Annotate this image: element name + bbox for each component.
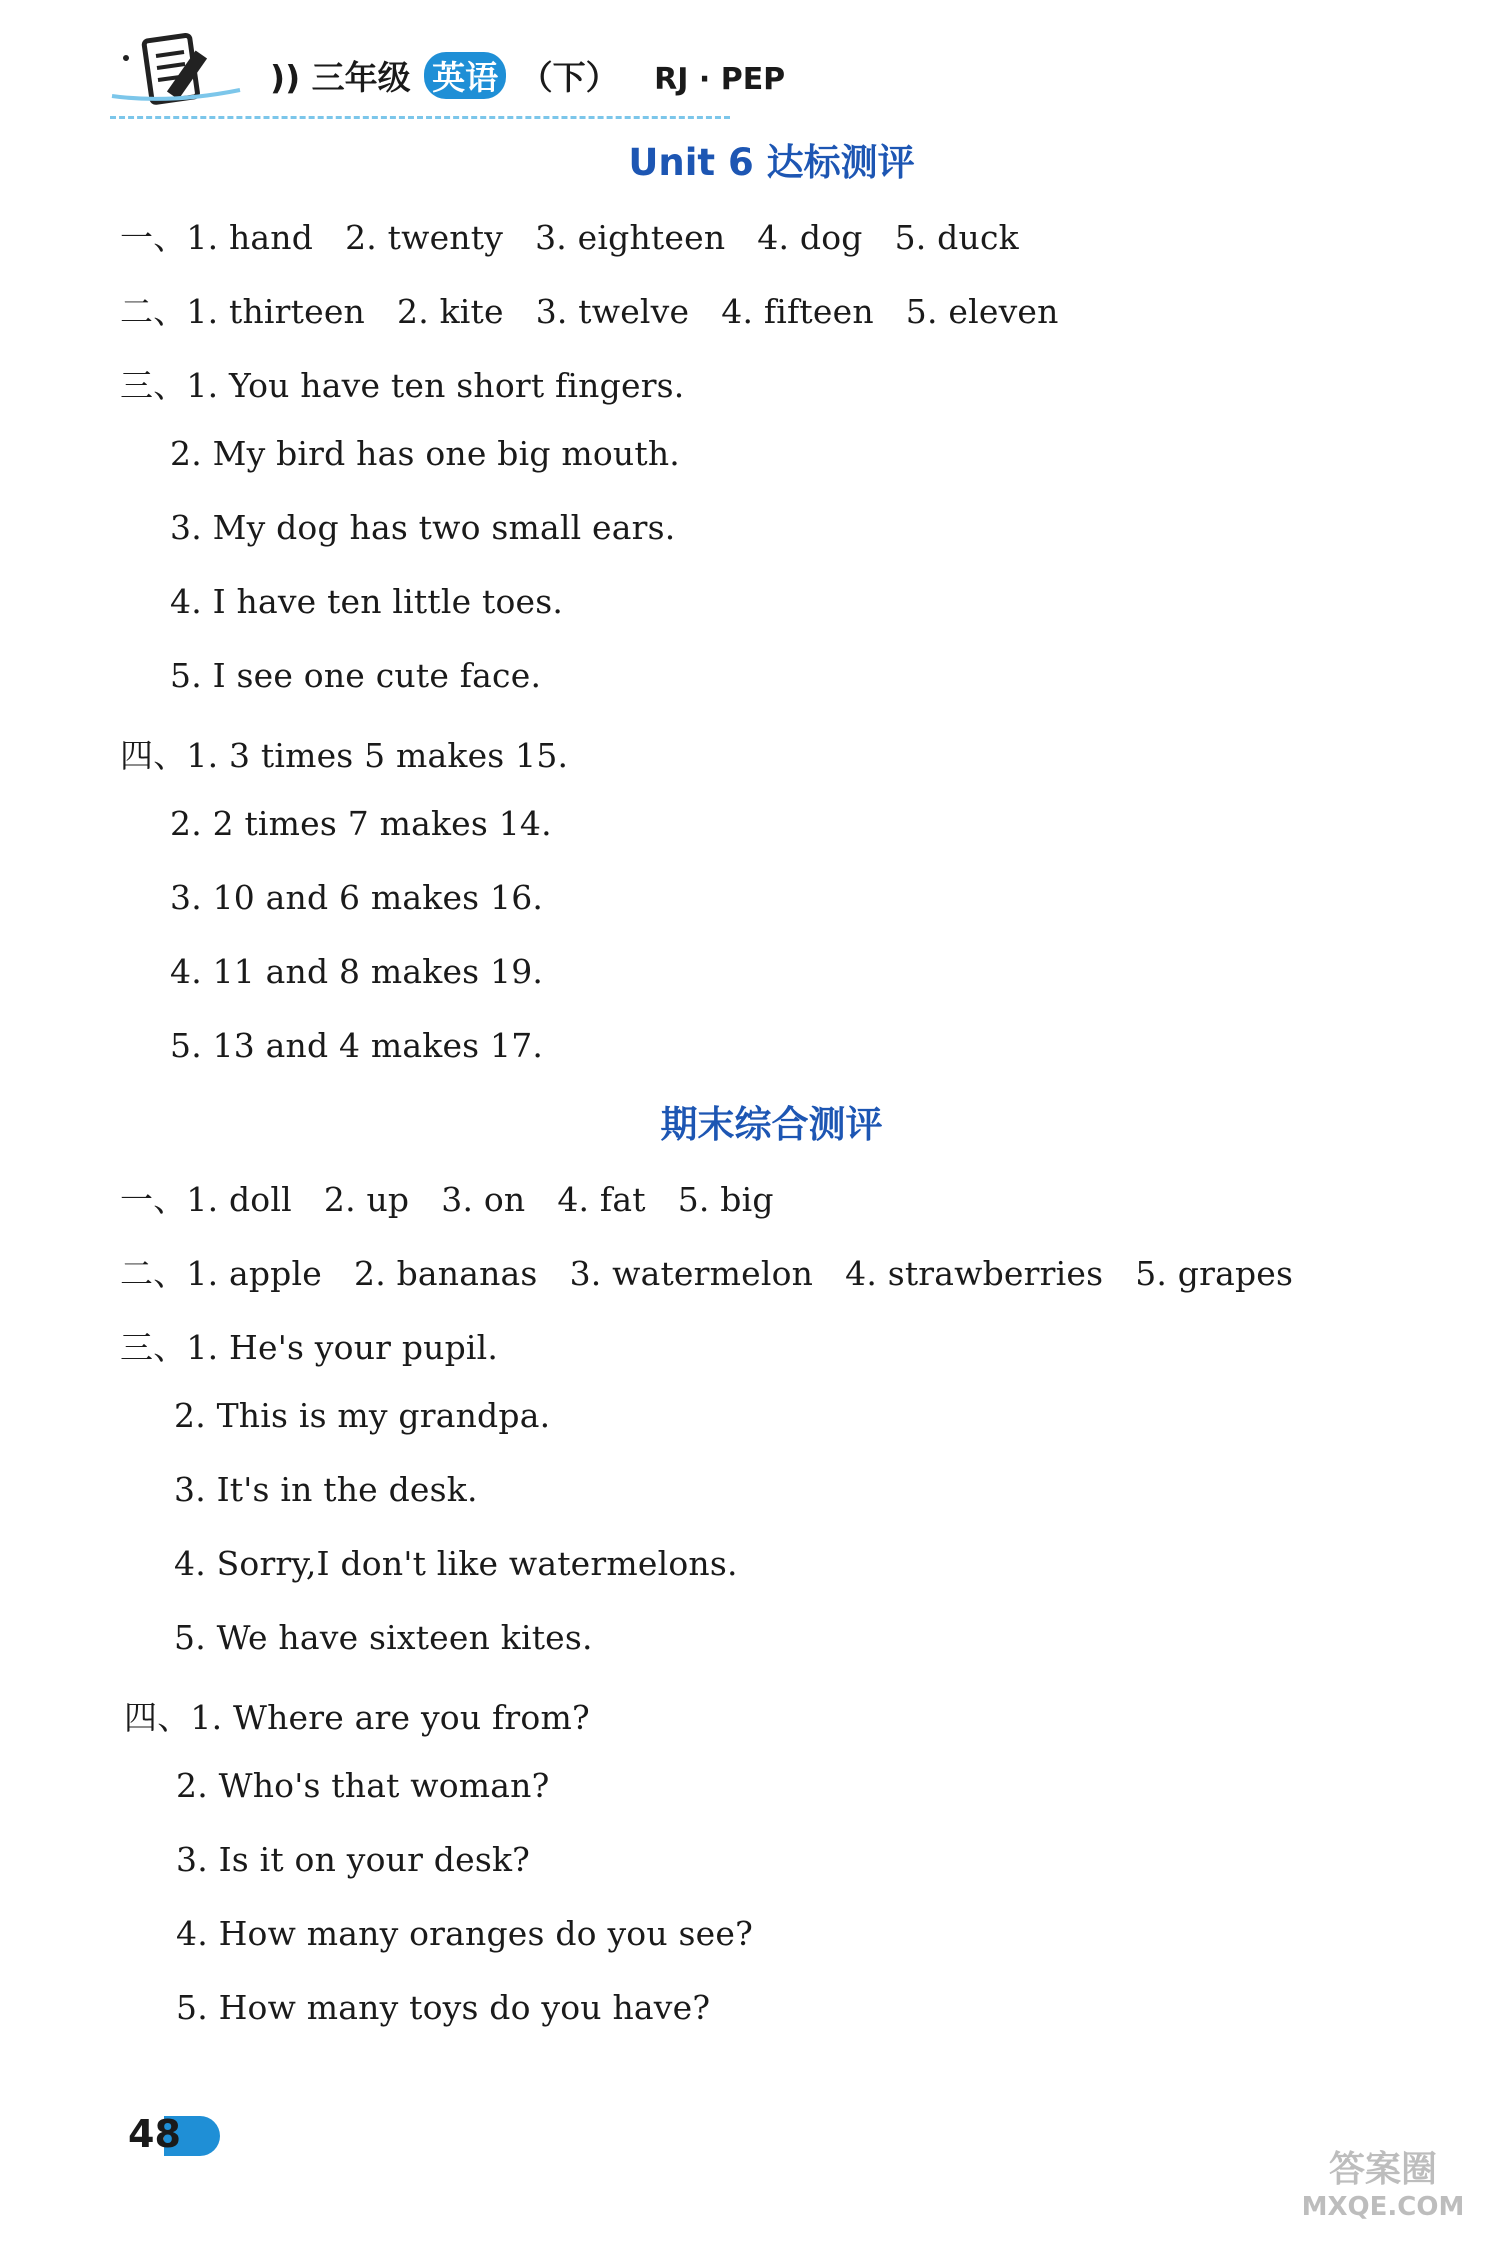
part-label: 四、 (124, 1698, 191, 1737)
answer-sentence: 1. Where are you from? (190, 1698, 590, 1737)
answer-item: 5. duck (894, 218, 1019, 257)
header-divider (110, 108, 730, 119)
page-number: 48 (128, 2112, 181, 2156)
answer-sentence: 5. We have sixteen kites. (174, 1618, 593, 1657)
sound-icon: )) (270, 58, 312, 97)
answer-item: 4. fat (557, 1180, 646, 1219)
answer-item: 1. doll (186, 1180, 292, 1219)
book-title (270, 52, 785, 99)
answer-item: 5. grapes (1135, 1254, 1294, 1293)
answer-sentence: 3. Is it on your desk? (176, 1840, 531, 1879)
answer-sentence: 2. Who's that woman? (176, 1766, 550, 1805)
answer-row (120, 730, 568, 777)
answer-sentence: 2. 2 times 7 makes 14. (170, 804, 552, 843)
watermark (1283, 2141, 1483, 2231)
answer-sentence: 5. 13 and 4 makes 17. (170, 1026, 544, 1065)
answer-sentence: 2. My bird has one big mouth. (170, 434, 680, 473)
volume-label: （下） (519, 58, 619, 97)
answer-row (120, 1248, 1325, 1295)
page-header (110, 30, 786, 120)
answer-row (120, 1174, 806, 1221)
answer-row (120, 1322, 498, 1369)
answer-item: 3. on (441, 1180, 526, 1219)
answer-item: 5. big (677, 1180, 774, 1219)
part-label: 二、 (120, 1254, 187, 1293)
answer-row (120, 360, 685, 407)
answer-item: 3. watermelon (569, 1254, 814, 1293)
answer-row (120, 286, 1091, 333)
notebook-pencil-icon (110, 30, 250, 120)
answer-sentence: 5. How many toys do you have? (176, 1988, 711, 2027)
part-label: 三、 (120, 366, 187, 405)
answer-sentence: 4. How many oranges do you see? (176, 1914, 753, 1953)
edition-label: RJ · PEP (654, 62, 786, 97)
answer-item: 4. dog (757, 218, 863, 257)
answer-item: 4. strawberries (845, 1254, 1104, 1293)
answer-sentence: 1. 3 times 5 makes 15. (186, 736, 569, 775)
answer-sentence: 2. This is my grandpa. (174, 1396, 551, 1435)
part-label: 一、 (120, 218, 187, 257)
section-title: Unit 6 达标测评 (628, 141, 915, 184)
answer-row (120, 212, 1051, 259)
answer-item: 3. eighteen (535, 218, 726, 257)
answer-sentence: 3. My dog has two small ears. (170, 508, 676, 547)
answer-item: 1. hand (186, 218, 314, 257)
answer-row (124, 1692, 590, 1739)
answer-sentence: 4. I have ten little toes. (170, 582, 564, 621)
answer-item: 1. apple (186, 1254, 322, 1293)
answer-sentence: 1. He's your pupil. (186, 1328, 499, 1367)
answer-sentence: 3. It's in the desk. (174, 1470, 478, 1509)
answer-sentence: 4. Sorry,I don't like watermelons. (174, 1544, 738, 1583)
watermark-logo-text: 答案圈 (1328, 2149, 1437, 2190)
grade-label: 三年级 (311, 58, 411, 97)
answer-item: 2. bananas (354, 1254, 538, 1293)
part-label: 一、 (120, 1180, 187, 1219)
section-title: 期末综合测评 (660, 1103, 883, 1146)
page-number-badge (108, 2108, 218, 2160)
part-label: 三、 (120, 1328, 187, 1367)
answer-item: 3. twelve (535, 292, 690, 331)
answer-sentence: 3. 10 and 6 makes 16. (170, 878, 544, 917)
answer-sentence: 5. I see one cute face. (170, 656, 542, 695)
subject-badge: 英语 (424, 52, 506, 99)
answer-sentence: 4. 11 and 8 makes 19. (170, 952, 544, 991)
answer-item: 2. kite (397, 292, 504, 331)
watermark-url: MXQE.COM (1301, 2192, 1465, 2222)
answer-item: 5. eleven (905, 292, 1059, 331)
part-label: 二、 (120, 292, 187, 331)
answer-item: 2. twenty (345, 218, 504, 257)
answer-item: 2. up (323, 1180, 410, 1219)
answer-item: 4. fifteen (721, 292, 874, 331)
answer-item: 1. thirteen (186, 292, 365, 331)
part-label: 四、 (120, 736, 187, 775)
answer-sentence: 1. You have ten short fingers. (186, 366, 685, 405)
